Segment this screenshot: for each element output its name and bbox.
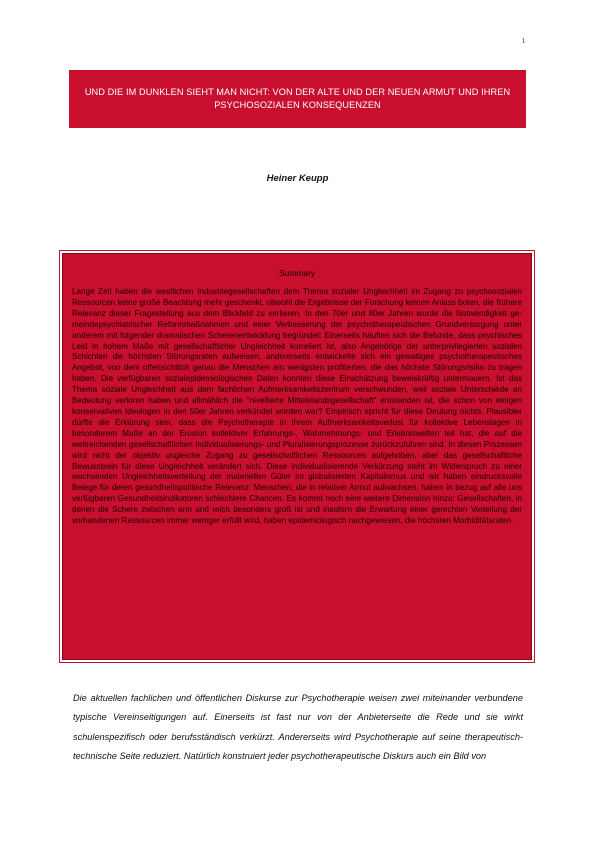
title-banner — [69, 70, 526, 128]
author-name: Heiner Keupp — [266, 173, 329, 184]
page-title: UND DIE IM DUNKLEN SIEHT MAN NICHT: VON DER ALTE UND DER NEUEN ARMUT UND IHREN PSYCHOSOZIALEN KONSEQUENZEN — [84, 87, 511, 110]
summary-box — [62, 253, 532, 660]
body-paragraph: Die aktuellen fachlichen und öffentlichen Diskurse zur Psychotherapie weisen zwei miteinander verbundene typische Vereinseitigungen auf. Einerseits ist fast nur von der Anbieterseite die Rede und sie wirkt schulenspezifisch oder berufsständisch verkürzt. Andererseits wird Psychotherapie auf seine therapeutisch-technische Seite reduziert. Natürlich konstruiert jeder psychotherapeutische Diskurs auch ein Bild von — [73, 693, 523, 762]
summary-heading: Summary — [278, 268, 316, 278]
page-number: 1 — [521, 37, 525, 45]
summary-text: Lange Zeit haben die westlichen Industriegesellschaften dem Thema sozialer Ungleichheit im Zugang zu psychosozialen Ressourcen keine große Beachtung mehr geschenkt, obwohl die Ergebnisse der Forschung keinen Anlass boten, die frühere Relevanz dieser Fragestellung aus dem Blickfeld zu verlieren. In den 70er und 80er Jahren wurde die Notwendigkeit gemeindepsychiatrischer Reformmaßnahmen und einer Verbesserung der psychotherapeutischen Grundversorgung unter anderem mit folgender dramatischen Scherenentwicklung begründet: Einerseits häuften sich die Befunde, dass psychisches Leid in hohem Maße mit gesellschaftlicher Ungleichheit korreliert ist, also Angehörige der unterprivilegierten sozialen Schichten die höchsten Störungsraten aufweisen; andererseits entwickelte sich ein gewaltiges psychotherapeutisches Angebot, von dem offensichtlich genau die Menschen am wenigsten profitierten, die das höchste Störungsrisiko zu tragen haben. Die verfügbaren sozialepidemiologischen Daten konnten diese Einschätzung beweiskräftig untermauern. Ist das Thema soziale Ungleichheit aus dem fachlichen Aufmerksamkeitszentrum verschwunden, weil soziale Unterschiede an Bedeutung verloren haben und allmählich die "nivellierte Mittelstandsgesellschaft" entstanden ist, die schon von einigen konservativen Ideologen in den 50er Jahren verkündet worden war? Empirisch spricht für diese Deutung nichts. Plausibler dürfte die Erklärung sein, dass die Psychotherapie in ihrem Aufmerksamkeitsverlust für kollektive Lebenslagen in besonderem Maße an der Erosion kollektiver Erfahrungs-, Wahrnehmungs- und Erlebniswelten teil hat, die auf die weitreichenden gesellschaftlichen Individualisierungs- und Pluralisierungsprozesse zurückzuführen sind. In diesen Prozessen wird nicht der objektiv ungleiche Zugang zu gesellschaftlichen Ressourcen aufgehoben, aber das gesellschaftliche Bewusstsein für diese Ungleichheit verändert sich. Diese individualisierende Verkürzung steht im Widerspruch zu einer wachsenden Ungleichheitsverteilung der materiellen Güter im globalisierten Kapitalismus und wir haben eindrucksvolle Belege für deren gesundheitspolitische Relevanz: Menschen, die in relativer Armut aufwachsen, haben in bezug auf alle uns verfügbaren Gesundheitsindikatoren schlechtere Chancen. Es kommt noch eine weitere Dimension hinzu: Gesellschaften, in denen die Schere zwischen arm und reich besonders groß ist und insofern die Erwartung einer gerechten Verteilung der vorhandenen Ressourcen immer weniger erfüllt wird, haben epidemiologisch nachgewiesen, die höchsten Morbiditätsraten. — [72, 287, 522, 526]
